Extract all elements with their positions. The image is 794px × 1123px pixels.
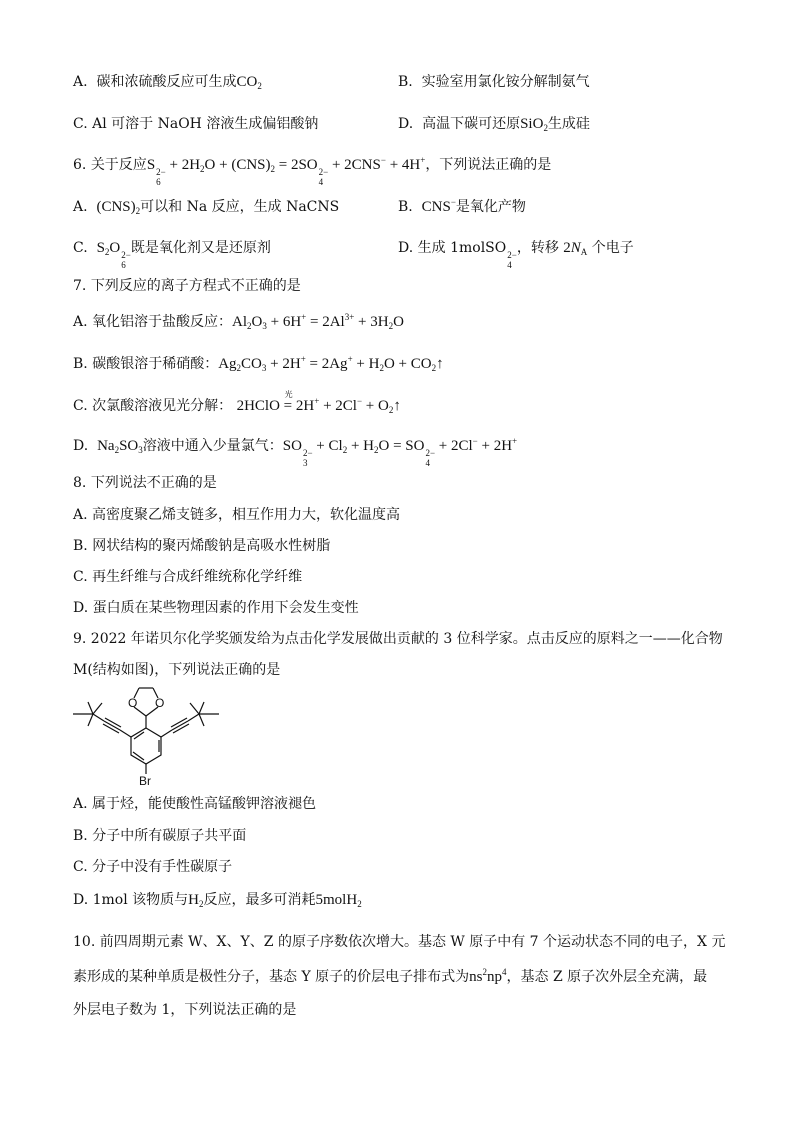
option-label: A.: [73, 74, 88, 90]
q9-stem-line2: M(结构如图)，下列说法正确的是: [73, 662, 281, 678]
equation-a: $Al_2O_3 + 6H^+ = 2Al^{3+} + 3H_2O$: [232, 312, 404, 331]
equation-c: 2HClO 光 = $2H^+ + 2Cl^- + O_2↑$: [237, 398, 401, 414]
formula-sio2: SiO$_2$: [520, 116, 548, 133]
question-number: 7.: [73, 278, 87, 294]
question-text: ，基态 Z 原子次外层全充满，最: [506, 969, 708, 985]
option-text: 可以和 Na 反应，生成 NaCNS: [140, 199, 340, 215]
equation-b: $Ag_2CO_3 + 2H^+ = 2Ag^+ + H_2O$ + $CO_2↑$: [218, 354, 444, 373]
option-text: 既是氧化剂又是还原剂: [130, 240, 271, 256]
option-text: 反应，最多可消耗: [203, 892, 316, 908]
option-label: C.: [73, 398, 88, 414]
q6-stem: [73, 155, 551, 187]
q7-option-a: [73, 312, 404, 332]
oxygen-label-right: O: [155, 696, 165, 710]
option-text: 个电子: [591, 240, 634, 256]
q7-option-d: [73, 436, 517, 468]
q8-stem: [73, 473, 217, 493]
option-text: 实验室用氯化铵分解制氨气: [421, 74, 590, 90]
formula-na: $2N_A$: [563, 240, 588, 257]
formula-h2: $H_2$: [188, 892, 204, 909]
option-label: A.: [73, 199, 88, 215]
q6-option-b: [398, 197, 526, 217]
formula-na2so3: $Na_2SO_3$: [97, 438, 143, 455]
option-text: 碳和浓硫酸反应可生成: [96, 74, 237, 90]
condition-light: 光: [284, 390, 293, 399]
q10-line1: 10. 前四周期元素 W、X、Y、Z 的原子序数依次增大。基态 W 原子中有 7 个运动状态不同的电子，X 元: [73, 934, 726, 950]
q7-option-c: [73, 390, 401, 416]
q8-option-b: B. 网状结构的聚丙烯酸钠是高吸水性树脂: [73, 538, 331, 554]
oxygen-label-left: O: [128, 696, 138, 710]
question-number: 6.: [73, 157, 87, 173]
q6-option-c: [73, 238, 271, 270]
q8-option-a: A. 高密度聚乙烯支链多，相互作用力大，软化温度高: [73, 507, 401, 523]
option-label: D.: [398, 116, 414, 132]
reaction-equation: S 2− 6 + $2H_2O + (CNS)_2 = 2SO$ 2− 4 + 2CNS− + 4H+: [146, 155, 426, 187]
config-nsnp: $ns^2np^4$: [469, 967, 507, 985]
q5-option-a: [73, 72, 262, 92]
formula-s2o6: $S_2O$ 2− 6: [96, 240, 131, 270]
q9-option-a: A. 属于烃，能使酸性高锰酸钾溶液褪色: [73, 796, 317, 812]
option-text: 生成 1molSO: [417, 240, 507, 256]
equation-d: SO 2− 3 + $Cl_2 + H_2O$ = SO 2− 4 + 2Cl− + 2H+: [282, 436, 518, 468]
question-text: 素形成的某种单质是极性分子，基态 Y 原子的价层电子排布式为: [73, 969, 470, 985]
question-text: 下列反应的离子方程式不正确的是: [90, 278, 301, 294]
q7-stem: [73, 276, 301, 296]
q10-line2: [73, 967, 707, 987]
question-number: 8.: [73, 475, 87, 491]
q10-line3: 外层电子数为 1，下列说法正确的是: [73, 1002, 297, 1018]
q6-option-a: [73, 197, 339, 217]
option-text: ，转移: [516, 240, 559, 256]
option-label: A.: [73, 314, 88, 330]
option-label: D.: [398, 240, 414, 256]
formula-cns2: $(CNS)_2$: [96, 199, 141, 216]
q5-option-d: [398, 114, 590, 134]
q9-stem-line1: 9. 2022 年诺贝尔化学奖颁发给为点击化学发展做出贡献的 3 位科学家。点击反应的原料之一——化合物: [73, 631, 723, 647]
question-text: ，下列说法正确的是: [425, 157, 552, 173]
formula-co2: $CO_2$: [236, 74, 262, 91]
charge: 2− 4: [507, 250, 517, 270]
option-text: 高温下碳可还原: [422, 116, 521, 132]
option-label: B.: [73, 356, 88, 372]
formula-cns-ion: CNS−: [421, 197, 456, 215]
option-text: D. 1mol 该物质与: [73, 892, 189, 908]
option-text: 生成硅: [547, 116, 590, 132]
option-label: B.: [398, 74, 413, 90]
option-label: D.: [73, 438, 89, 454]
option-label: C.: [73, 116, 88, 132]
option-text: 氧化铝溶于盐酸反应：: [92, 314, 233, 330]
option-text: 是氧化产物: [455, 199, 526, 215]
question-text: 关于反应: [90, 157, 147, 173]
formula-5molh2: 5molH$_2$: [315, 892, 362, 909]
q9-option-d: [73, 890, 362, 910]
q8-option-d: D. 蛋白质在某些物理因素的作用下会发生变性: [73, 600, 359, 616]
bromine-label: Br: [139, 774, 151, 788]
q5-option-b: [398, 72, 590, 92]
option-text: 碳酸银溶于稀硝酸：: [92, 356, 219, 372]
molecule-structure: [68, 684, 228, 788]
option-text: 次氯酸溶液见光分解：: [92, 398, 233, 414]
question-text: 下列说法不正确的是: [90, 475, 217, 491]
q5-option-c: [73, 114, 318, 134]
q6-option-d: [398, 238, 634, 270]
option-text: 溶液中通入少量氯气：: [142, 438, 283, 454]
option-label: C.: [73, 240, 88, 256]
q9-option-b: B. 分子中所有碳原子共平面: [73, 828, 247, 844]
q8-option-c: C. 再生纤维与合成纤维统称化学纤维: [73, 569, 303, 585]
q7-option-b: [73, 354, 444, 374]
option-label: B.: [398, 199, 413, 215]
q9-option-c: C. 分子中没有手性碳原子: [73, 859, 233, 875]
option-text: Al 可溶于 NaOH 溶液生成偏铝酸钠: [92, 116, 319, 132]
